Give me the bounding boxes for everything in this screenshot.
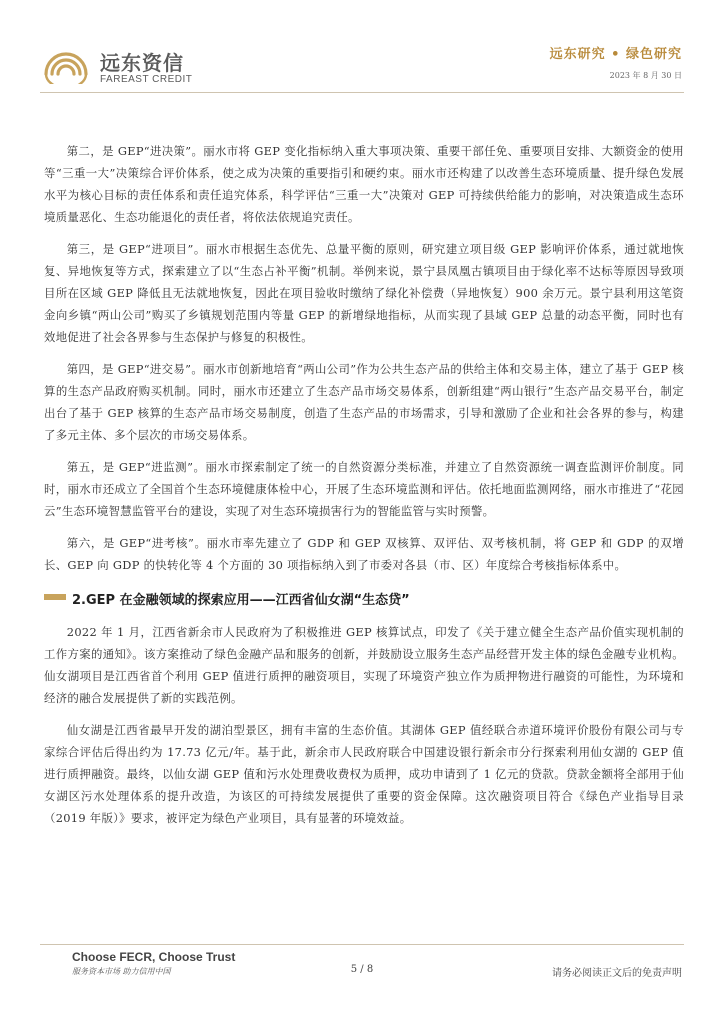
- footer-slogan: 服务资本市场 助力信用中国: [72, 967, 171, 976]
- section-heading: 2.GEP 在金融领域的探索应用——江西省仙女湖“生态贷”: [44, 586, 684, 611]
- report-series: 远东研究 • 绿色研究: [549, 47, 682, 62]
- paragraph: 仙女湖是江西省最早开发的湖泊型景区，拥有丰富的生态价值。其湖体 GEP 值经联合赤道环境评价股份有限公司与专家综合评估后得出约为 17.73 亿元/年。基于此，新余市人民政府联合中国建设银行新余市分行探索利用仙女湖的 GEP 值进行质押融资。最终，以仙女湖 GEP 值和污水处理费收费权为质押，成功申请到了 1 亿元的贷款。贷款金额将全部用于仙女湖区污水处理体系的提升改造，为该区的可持续发展提供了重要的资金保障。这次融资项目符合《绿色产业指导目录（2019 年版）》要求，被评定为绿色产业项目，具有显著的环境效益。: [44, 723, 684, 825]
- footer-tagline: Choose FECR, Choose Trust: [72, 950, 236, 964]
- fareast-logo-icon: [40, 44, 92, 84]
- paragraph: 第五，是 GEP“进监测”。丽水市探索制定了统一的自然资源分类标准，并建立了自然资源统一调查监测评价制度。同时，丽水市还成立了全国首个生态环境健康体检中心，开展了生态环境监测和评估。依托地面监测网络，丽水市推进了“花园云”生态环境智慧监管平台的建设，实现了对生态环境损害行为的智能监管与实时预警。: [44, 460, 684, 518]
- paragraph: 第六，是 GEP“进考核”。丽水市率先建立了 GDP 和 GEP 双核算、双评估、双考核机制，将 GEP 和 GDP 的双增长、GEP 向 GDP 的快转化等 4 个方面的 30 项指标纳入到了市委对各县（市、区）年度综合考核指标体系中。: [44, 536, 684, 572]
- paragraph: 2022 年 1 月，江西省新余市人民政府为了积极推进 GEP 核算试点，印发了《关于建立健全生态产品价值实现机制的工作方案的通知》。该方案推动了绿色金融产品和服务的创新，并鼓励设立服务生态产品经营开发主体的绿色金融专业机构。仙女湖项目是江西省首个利用 GEP 值进行质押的融资项目，实现了环境资产独立作为质押物进行融资的可能性，为环境和经济的融合发展提供了新的实践范例。: [44, 625, 684, 705]
- paragraph: 第三，是 GEP“进项目”。丽水市根据生态优先、总量平衡的原则，研究建立项目级 GEP 影响评价体系，通过就地恢复、异地恢复等方式，探索建立了以“生态占补平衡”机制。举例来说，景宁县凤凰古镇项目由于绿化率不达标等原因导致项目所在区域 GEP 降低且无法就地恢复，因此在项目验收时缴纳了绿化补偿费（异地恢复）900 余万元。景宁县利用这笔资金向乡镇“两山公司”购买了乡镇规划范围内等量 GEP 的新增绿地指标，从而实现了县域 GEP 总量的动态平衡，同时也有效地促进了社会各界参与生态保护与修复的积极性。: [44, 242, 684, 344]
- page-number: 5 / 8: [350, 964, 374, 975]
- logo-english-name: FAREAST CREDIT: [100, 74, 193, 85]
- paragraph: 第四，是 GEP“进交易”。丽水市创新地培育“两山公司”作为公共生态产品的供给主体和交易主体，建立了基于 GEP 核算的生态产品政府购买机制。同时，丽水市还建立了生态产品市场交易体系，创新组建“两山银行”生态产品交易平台，制定出台了基于 GEP 核算的生态产品市场交易制度，创造了生态产品的市场需求，引导和激励了企业和社会各界的参与，构建了多元主体、多个层次的市场交易体系。: [44, 362, 684, 442]
- report-date: 2023 年 8 月 30 日: [609, 71, 682, 80]
- logo-chinese-name: 远东资信: [100, 51, 184, 75]
- header-divider: [40, 92, 684, 93]
- disclaimer-link: 请务必阅读正文后的免责声明: [552, 968, 682, 979]
- main-content: [44, 140, 684, 839]
- paragraph: 第二，是 GEP“进决策”。丽水市将 GEP 变化指标纳入重大事项决策、重要干部任免、重要项目安排、大额资金的使用等“三重一大”决策综合评价体系，使之成为决策的重要指引和硬约束。丽水市还构建了以改善生态环境质量、提升绿色发展水平为核心目标的责任体系和责任追究体系，科学评估“三重一大”决策对 GEP 可持续供给能力的影响，对决策造成生态环境质量恶化、生态功能退化的责任者，将依法依规追究责任。: [44, 144, 684, 224]
- footer-divider: [40, 944, 684, 945]
- page-header: [0, 0, 724, 100]
